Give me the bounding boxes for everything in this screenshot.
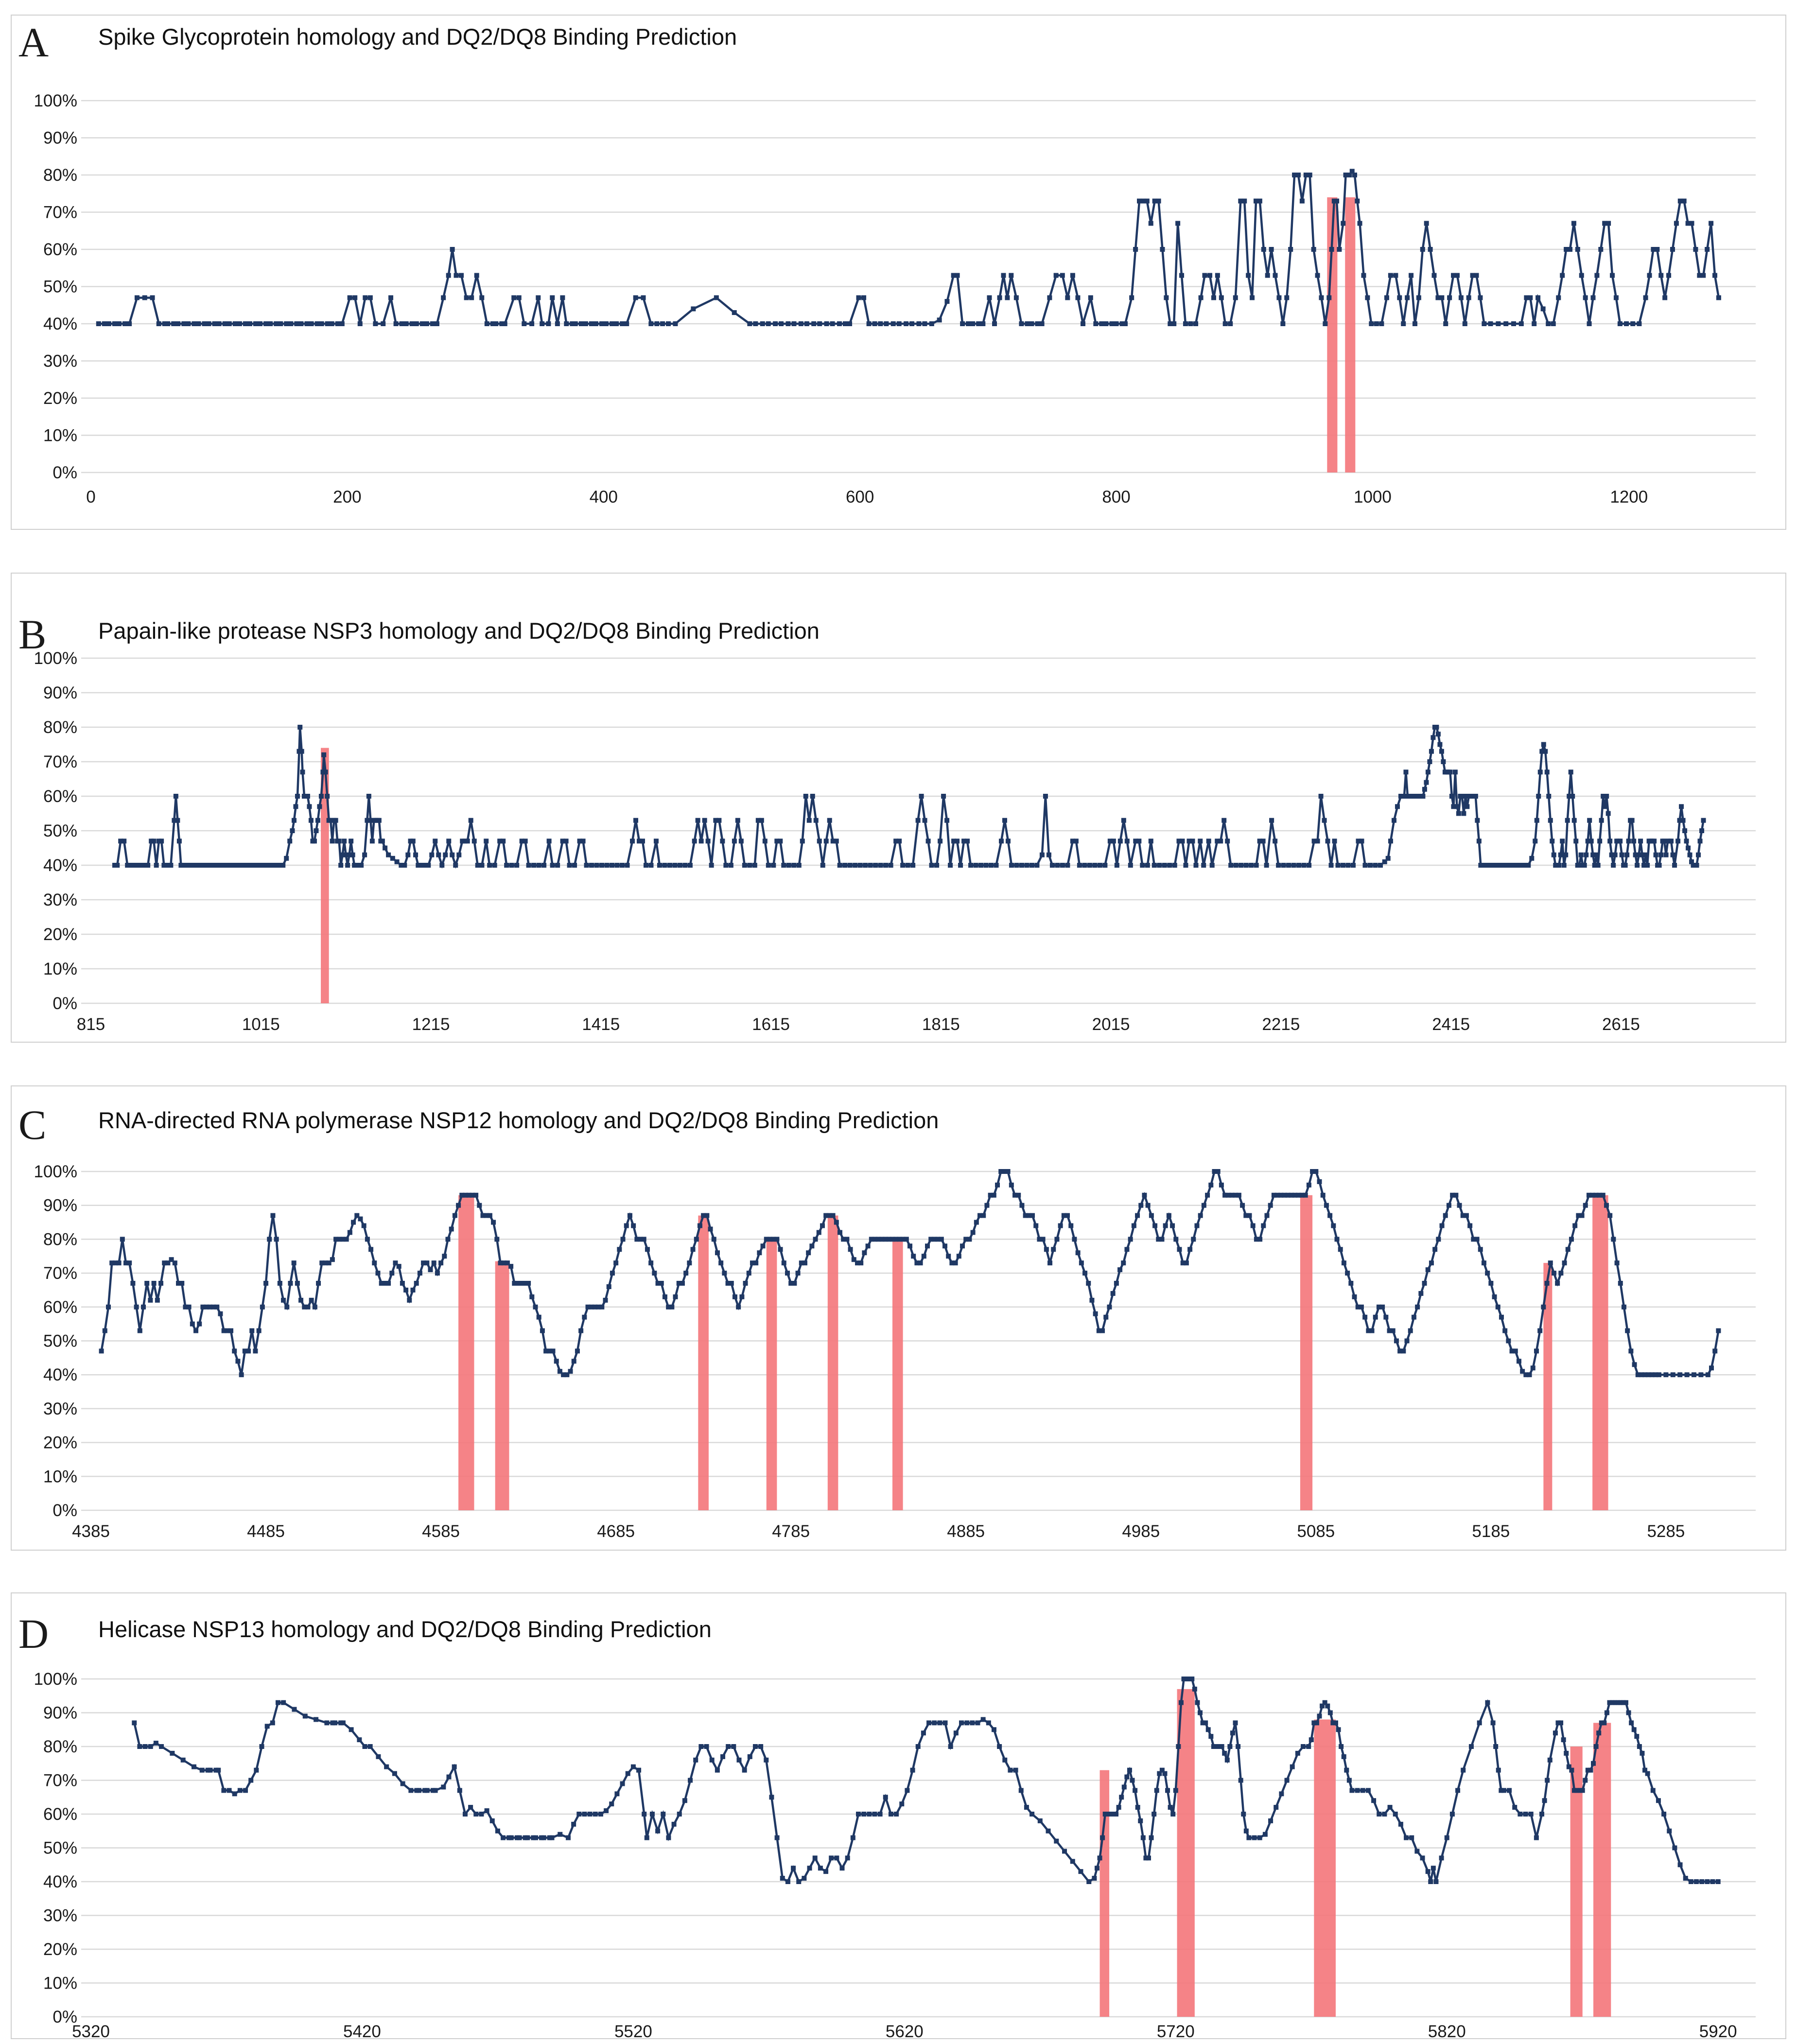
svg-text:815: 815: [76, 1015, 105, 1034]
svg-text:100%: 100%: [34, 649, 77, 668]
svg-text:4885: 4885: [947, 1522, 985, 1541]
svg-text:1815: 1815: [922, 1015, 960, 1034]
svg-text:30%: 30%: [43, 351, 77, 371]
svg-text:20%: 20%: [43, 1433, 77, 1452]
panel-C: [11, 1085, 1786, 1551]
svg-text:4785: 4785: [772, 1522, 810, 1541]
panel-A: [11, 15, 1786, 530]
panel-letter-B: B: [18, 611, 47, 658]
panel-title-A: Spike Glycoprotein homology and DQ2/DQ8 Binding Prediction: [98, 24, 737, 50]
svg-text:5920: 5920: [1699, 2022, 1737, 2038]
svg-text:1215: 1215: [412, 1015, 450, 1034]
svg-text:0%: 0%: [52, 1501, 77, 1520]
chart-canvas-A: [12, 16, 1785, 529]
svg-text:2015: 2015: [1092, 1015, 1130, 1034]
svg-text:200: 200: [333, 488, 362, 507]
svg-text:90%: 90%: [43, 1703, 77, 1723]
svg-text:60%: 60%: [43, 1297, 77, 1317]
chart-canvas-D: [12, 1593, 1785, 2038]
svg-text:4385: 4385: [72, 1522, 110, 1541]
svg-text:5185: 5185: [1472, 1522, 1510, 1541]
svg-text:0%: 0%: [52, 2008, 77, 2027]
svg-text:10%: 10%: [43, 1974, 77, 1993]
svg-text:5520: 5520: [614, 2022, 652, 2038]
svg-text:30%: 30%: [43, 891, 77, 909]
svg-text:50%: 50%: [43, 1331, 77, 1351]
svg-text:20%: 20%: [43, 925, 77, 944]
svg-text:50%: 50%: [43, 277, 77, 297]
svg-text:2615: 2615: [1602, 1015, 1640, 1034]
svg-text:5085: 5085: [1297, 1522, 1335, 1541]
panel-letter-A: A: [18, 19, 49, 66]
svg-text:1615: 1615: [752, 1015, 790, 1034]
svg-text:90%: 90%: [43, 1196, 77, 1215]
svg-text:100%: 100%: [34, 91, 77, 110]
panel-letter-D: D: [18, 1610, 49, 1657]
panel-title-C: RNA-directed RNA polymerase NSP12 homology and DQ2/DQ8 Binding Prediction: [98, 1107, 939, 1133]
svg-text:1015: 1015: [242, 1015, 280, 1034]
svg-text:4585: 4585: [422, 1522, 460, 1541]
svg-text:1415: 1415: [582, 1015, 620, 1034]
svg-text:10%: 10%: [43, 426, 77, 445]
svg-text:70%: 70%: [43, 203, 77, 222]
svg-text:40%: 40%: [43, 856, 77, 875]
panel-title-B: Papain-like protease NSP3 homology and DQ2/DQ8 Binding Prediction: [98, 618, 820, 644]
svg-text:40%: 40%: [43, 1872, 77, 1891]
svg-text:10%: 10%: [43, 960, 77, 978]
svg-text:70%: 70%: [43, 1771, 77, 1790]
svg-text:1200: 1200: [1610, 488, 1648, 507]
panel-B: [11, 573, 1786, 1043]
svg-text:5320: 5320: [72, 2022, 110, 2038]
svg-text:80%: 80%: [43, 1737, 77, 1756]
svg-text:30%: 30%: [43, 1399, 77, 1418]
svg-text:600: 600: [845, 488, 874, 507]
svg-text:0%: 0%: [52, 994, 77, 1013]
svg-text:70%: 70%: [43, 752, 77, 771]
svg-text:5420: 5420: [343, 2022, 381, 2038]
panel-letter-C: C: [18, 1101, 47, 1148]
svg-text:50%: 50%: [43, 1838, 77, 1858]
svg-text:4685: 4685: [597, 1522, 635, 1541]
svg-text:5620: 5620: [885, 2022, 924, 2038]
svg-text:2215: 2215: [1262, 1015, 1300, 1034]
svg-text:80%: 80%: [43, 1230, 77, 1249]
svg-text:60%: 60%: [43, 787, 77, 806]
svg-text:5720: 5720: [1156, 2022, 1195, 2038]
svg-text:20%: 20%: [43, 1940, 77, 1959]
svg-text:60%: 60%: [43, 1805, 77, 1824]
svg-text:400: 400: [589, 488, 618, 507]
chart-canvas-B: [12, 574, 1785, 1042]
svg-text:90%: 90%: [43, 683, 77, 702]
svg-text:30%: 30%: [43, 1906, 77, 1925]
svg-text:0%: 0%: [52, 463, 77, 482]
svg-text:80%: 80%: [43, 718, 77, 737]
svg-text:50%: 50%: [43, 821, 77, 840]
svg-text:20%: 20%: [43, 389, 77, 408]
chart-canvas-C: [12, 1086, 1785, 1550]
svg-text:1000: 1000: [1353, 488, 1392, 507]
svg-text:100%: 100%: [34, 1670, 77, 1689]
panel-D: [11, 1592, 1786, 2039]
panel-title-D: Helicase NSP13 homology and DQ2/DQ8 Binding Prediction: [98, 1616, 712, 1642]
svg-text:100%: 100%: [34, 1162, 77, 1181]
svg-text:10%: 10%: [43, 1467, 77, 1486]
svg-text:800: 800: [1102, 488, 1131, 507]
svg-text:40%: 40%: [43, 1365, 77, 1385]
svg-text:4985: 4985: [1122, 1522, 1160, 1541]
svg-text:70%: 70%: [43, 1264, 77, 1283]
svg-text:5820: 5820: [1428, 2022, 1466, 2038]
svg-text:4485: 4485: [247, 1522, 285, 1541]
svg-text:80%: 80%: [43, 166, 77, 185]
svg-text:5285: 5285: [1647, 1522, 1685, 1541]
svg-text:2415: 2415: [1432, 1015, 1470, 1034]
svg-text:60%: 60%: [43, 240, 77, 259]
svg-text:40%: 40%: [43, 314, 77, 333]
svg-text:0: 0: [86, 488, 96, 507]
svg-text:90%: 90%: [43, 128, 77, 148]
